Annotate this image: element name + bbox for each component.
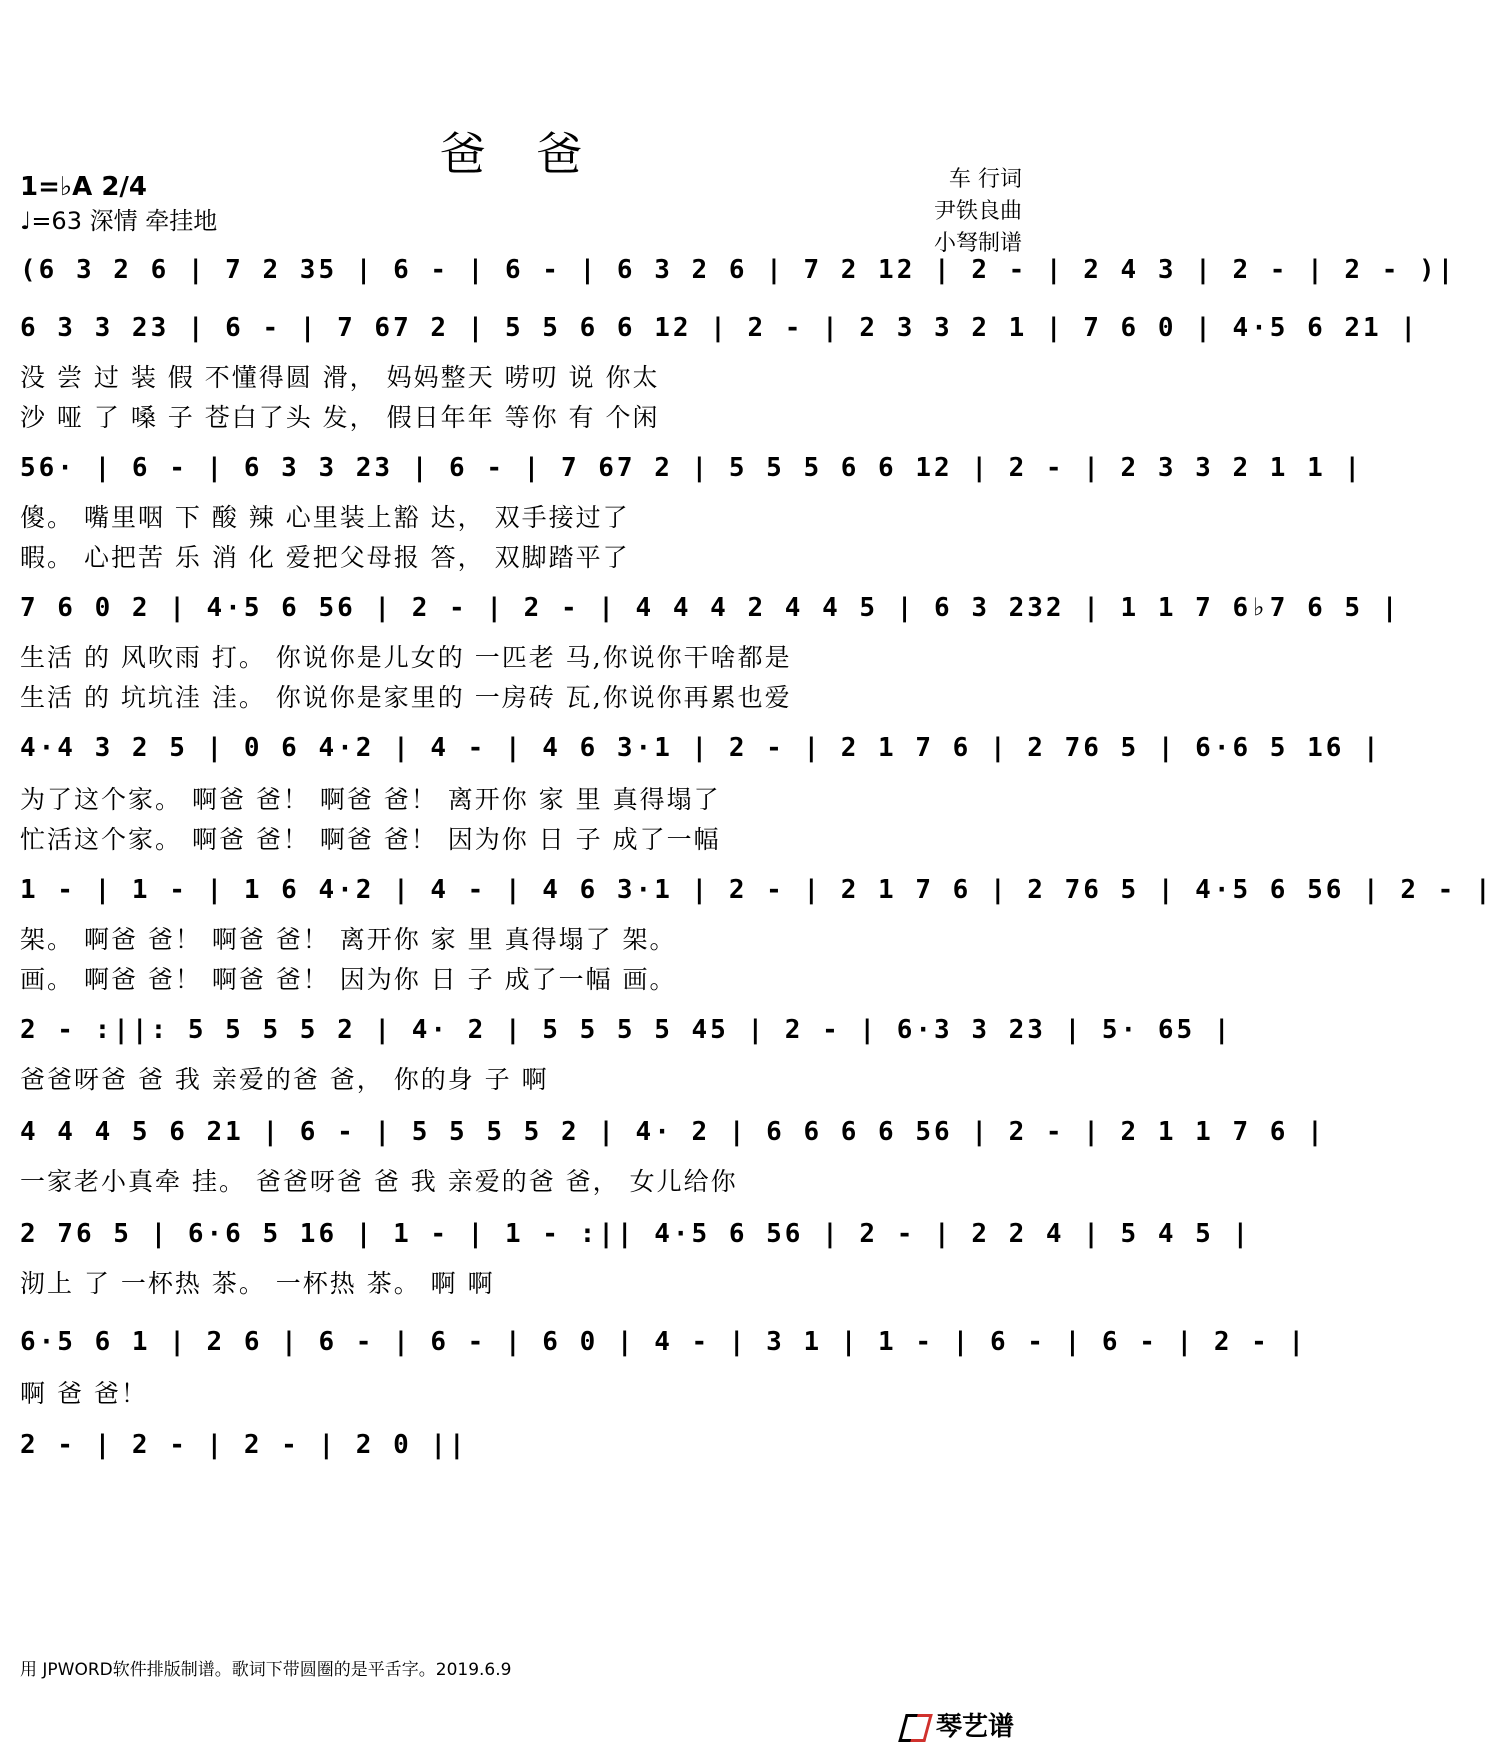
score-line-10: 6·5 6 1 | 2 6 | 6 - | 6 - | 6 0 | 4 - | 3 1 | 1 - | 6 - | 6 - | 2 - | [20,1327,1308,1357]
song-title: 爸 爸 [439,127,601,181]
lyric-8: 一家老小真牵 挂。 爸爸呀爸 爸 我 亲爱的爸 爸， 女儿给你 [20,1167,738,1196]
score-line-9: 2 76 5 | 6·6 5 16 | 1 - | 1 - :|| 4·5 6 56 | 2 - | 2 2 4 | 5 4 5 | [20,1219,1252,1249]
key-signature: 1=♭A 2/4 [20,172,147,202]
score-line-1: (6 3 2 6 | 7 2 35 | 6 - | 6 - | 6 3 2 6 | 7 2 12 | 2 - | 2 4 3 | 2 - | 2 - )| [20,255,1457,285]
lyric-2-verse-2: 沙 哑 了 嗓 子 苍白了头 发， 假日年年 等你 有 个闲 [20,403,660,432]
lyric-6-verse-1: 架。 啊爸 爸！ 啊爸 爸！ 离开你 家 里 真得塌了 架。 [20,925,677,954]
lyric-10: 啊 爸 爸！ [20,1379,148,1408]
key-and-tempo [20,170,217,238]
score-line-3: 56· | 6 - | 6 3 3 23 | 6 - | 7 67 2 | 5 5 5 6 6 12 | 2 - | 2 3 3 2 1 1 | [20,453,1364,483]
logo-text: 琴艺谱 [935,1712,1014,1742]
tempo-marking: ♩=63 深情 牵挂地 [20,207,218,235]
score-line-2: 6 3 3 23 | 6 - | 7 67 2 | 5 5 6 6 12 | 2 - | 2 3 3 2 1 | 7 6 0 | 4·5 6 21 | [20,313,1419,343]
score-line-4: 7 6 0 2 | 4·5 6 56 | 2 - | 2 - | 4 4 4 2 4 4 5 | 6 3 232 | 1 1 7 6♭7 6 5 | [20,593,1401,623]
lyric-2-verse-1: 没 尝 过 装 假 不懂得圆 滑， 妈妈整天 唠叨 说 你太 [20,363,660,392]
lyric-3-verse-1: 傻。 嘴里咽 下 酸 辣 心里装上豁 达， 双手接过了 [20,503,630,532]
lyric-4-verse-1: 生活 的 风吹雨 打。 你说你是儿女的 一匹老 马,你说你干啥都是 [20,643,792,672]
score-line-8: 4 4 4 5 6 21 | 6 - | 5 5 5 5 2 | 4· 2 | 6 6 6 6 56 | 2 - | 2 1 1 7 6 | [20,1117,1326,1147]
lyric-9: 沏上 了 一杯热 茶。 一杯热 茶。 啊 啊 [20,1269,495,1298]
lyric-5-verse-1: 为了这个家。 啊爸 爸！ 啊爸 爸！ 离开你 家 里 真得塌了 [20,785,721,814]
score-line-6: 1 - | 1 - | 1 6 4·2 | 4 - | 4 6 3·1 | 2 - | 2 1 7 6 | 2 76 5 | 4·5 6 56 | 2 - | [20,875,1494,905]
lyricist: 车 行词 [949,167,1022,192]
composer: 尹铁良曲 [933,199,1022,224]
score-line-5: 4·4 3 2 5 | 0 6 4·2 | 4 - | 4 6 3·1 | 2 - | 2 1 7 6 | 2 76 5 | 6·6 5 16 | [20,733,1382,763]
logo-icon [900,1710,930,1740]
footer-note: 用 JPWORD软件排版制谱。歌词下带圆圈的是平舌字。2019.6.9 [20,1660,512,1680]
lyric-5-verse-2: 忙活这个家。 啊爸 爸！ 啊爸 爸！ 因为你 日 子 成了一幅 [20,825,721,854]
score-line-7: 2 - :||: 5 5 5 5 2 | 4· 2 | 5 5 5 5 45 | 2 - | 6·3 3 23 | 5· 65 | [20,1015,1233,1045]
lyric-7: 爸爸呀爸 爸 我 亲爱的爸 爸， 你的身 子 啊 [20,1065,549,1094]
site-logo [900,1706,1014,1743]
lyric-6-verse-2: 画。 啊爸 爸！ 啊爸 爸！ 因为你 日 子 成了一幅 画。 [20,965,677,994]
score-line-11: 2 - | 2 - | 2 - | 2 0 || [20,1430,468,1460]
arranger: 小弩制谱 [933,231,1022,256]
lyric-4-verse-2: 生活 的 坑坑洼 洼。 你说你是家里的 一房砖 瓦,你说你再累也爱 [20,683,792,712]
lyric-3-verse-2: 暇。 心把苦 乐 消 化 爱把父母报 答， 双脚踏平了 [20,543,630,572]
credits [934,164,1022,260]
